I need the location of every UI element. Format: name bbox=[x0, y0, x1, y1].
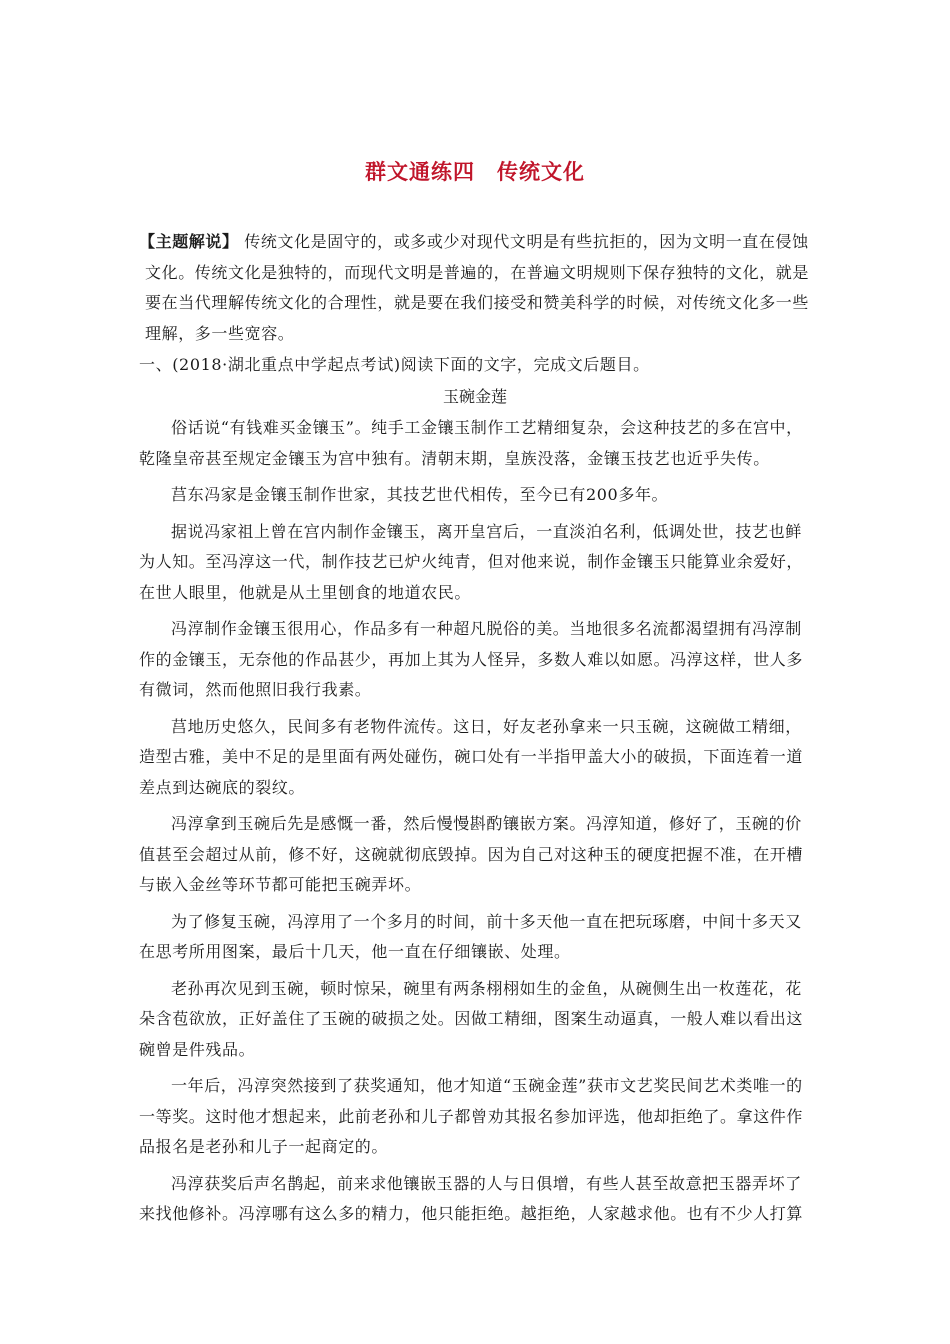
story-paragraph: 为了修复玉碗，冯淳用了一个多月的时间，前十多天他一直在把玩琢磨，中间十多天又在思考所用图案，最后十几天，他一直在仔细镶嵌、处理。 bbox=[139, 911, 802, 961]
theme-text-1: 传统文化是固守的，或多或少对现代文明是有些抗拒的，因为文明一直在侵蚀 bbox=[244, 232, 809, 251]
story-paragraph: 莒东冯家是金镶玉制作世家，其技艺世代相传，至今已有200多年。 bbox=[171, 485, 669, 504]
theme-line-1 bbox=[139, 227, 815, 258]
question-intro: 一、(2018·湖北重点中学起点考试)阅读下面的文字，完成文后题目。 bbox=[139, 355, 650, 374]
theme-label: 【主题解说】 bbox=[139, 232, 239, 251]
story-title: 玉碗金莲 bbox=[442, 387, 507, 406]
theme-line-4: 理解，多一些宽容。 bbox=[145, 323, 295, 343]
story-paragraph: 一年后，冯淳突然接到了获奖通知，他才知道“玉碗金莲”获市文艺奖民间艺术类唯一的一等奖。这时他才想起来，此前老孙和儿子都曾劝其报名参加评选，他却拒绝了。拿这件作品报名是老孙和儿子一起商定的。 bbox=[139, 1076, 804, 1156]
story-paragraph: 老孙再次见到玉碗，顿时惊呆，碗里有两条栩栩如生的金鱼，从碗侧生出一枚莲花，花朵含苞欲放，正好盖住了玉碗的破损之处。因做工精细，图案生动逼真，一般人难以看出这碗曾是件残品。 bbox=[139, 978, 804, 1059]
story-paragraph: 据说冯家祖上曾在宫内制作金镶玉，离开皇宫后，一直淡泊名利，低调处世，技艺也鲜为人知。至冯淳这一代，制作技艺已炉火纯青，但对他来说，制作金镶玉只能算业余爱好，在世人眼里，他就是从土里刨食的地道农民。 bbox=[139, 521, 804, 602]
story-paragraph: 冯淳获奖后声名鹊起，前来求他镶嵌玉器的人与日俱增，有些人甚至故意把玉器弄坏了来找他修补。冯淳哪有这么多的精力，他只能拒绝。越拒绝，人家越求他。也有不少人打算 bbox=[139, 1173, 804, 1223]
story-body bbox=[139, 413, 815, 1236]
story-paragraph: 冯淳拿到玉碗后先是感慨一番，然后慢慢斟酌镶嵌方案。冯淳知道，修好了，玉碗的价值甚至会超过从前，修不好，这碗就彻底毁掉。因为自己对这种玉的硬度把握不准，在开槽与嵌入金丝等环节都可能把玉碗弄坏。 bbox=[139, 814, 804, 894]
theme-line-3: 要在当代理解传统文化的合理性，就是要在我们接受和赞美科学的时候，对传统文化多一些 bbox=[145, 293, 810, 312]
story-paragraph: 冯淳制作金镶玉很用心，作品多有一种超凡脱俗的美。当地很多名流都渴望拥有冯淳制作的金镶玉，无奈他的作品甚少，再加上其为人怪异，多数人难以如愿。冯淳这样，世人多有微词，然而他照旧我行我素。 bbox=[139, 619, 804, 699]
theme-line-2: 文化。传统文化是独特的，而现代文明是普遍的，在普遍文明规则下保存独特的文化，就是 bbox=[145, 262, 810, 282]
page-title: 群文通练四 传统文化 bbox=[365, 160, 585, 184]
story-paragraph: 莒地历史悠久，民间多有老物件流传。这日，好友老孙拿来一只玉碗，这碗做工精细，造型古雅，美中不足的是里面有两处碰伤，碗口处有一半指甲盖大小的破损，下面连着一道差点到达碗底的裂纹。 bbox=[139, 716, 804, 797]
story-paragraph: 俗话说“有钱难买金镶玉”。纯手工金镶玉制作工艺精细复杂，会这种技艺的多在宫中，乾隆皇帝甚至规定金镶玉为宫中独有。清朝末期，皇族没落，金镶玉技艺也近乎失传。 bbox=[139, 418, 803, 468]
theme-explanation bbox=[139, 227, 815, 349]
